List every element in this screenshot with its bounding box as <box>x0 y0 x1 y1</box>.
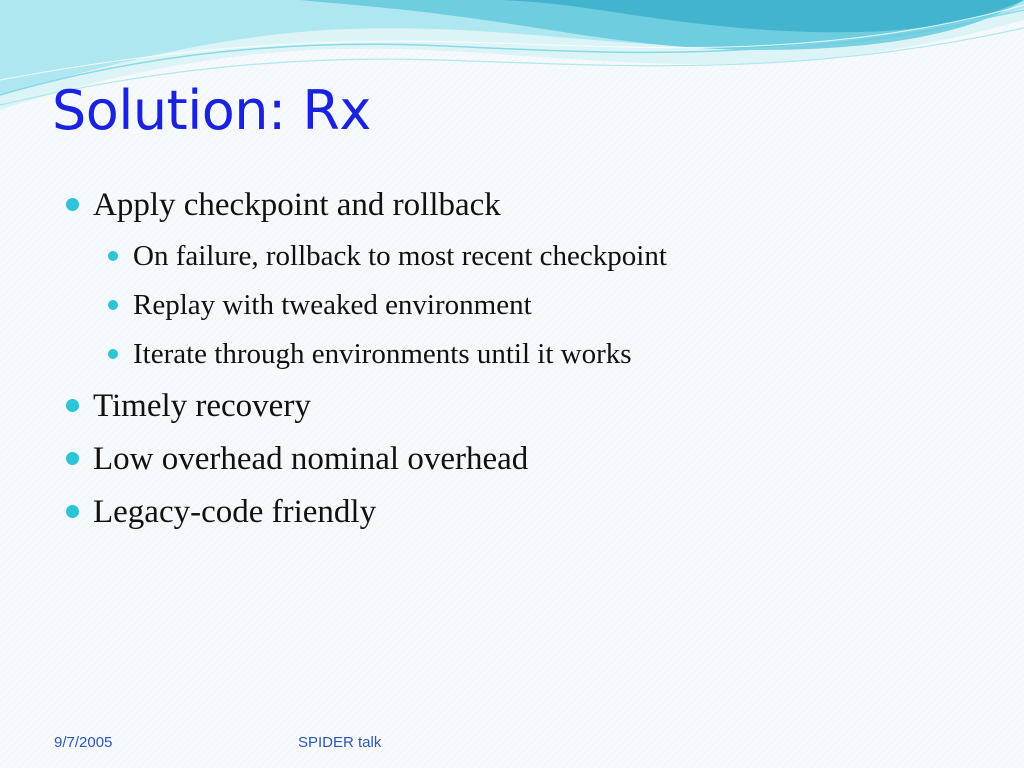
slide-title: Solution: Rx <box>52 79 371 142</box>
bullet-item <box>66 441 528 478</box>
bullet-item <box>66 494 376 531</box>
bullet-item <box>66 388 311 425</box>
sub-bullet-item <box>108 240 667 273</box>
bullet-dot-icon <box>66 452 79 465</box>
sub-bullet-item <box>108 338 632 371</box>
bullet-text: Apply checkpoint and rollback <box>93 187 501 223</box>
bullet-dot-icon <box>66 198 79 211</box>
bullet-dot-icon <box>66 399 79 412</box>
bullet-text: Timely recovery <box>93 388 311 424</box>
footer-date: 9/7/2005 <box>54 734 113 751</box>
bullet-dot-icon <box>108 251 118 261</box>
bullet-text: On failure, rollback to most recent checkpoint <box>133 240 667 272</box>
bullet-text: Iterate through environments until it works <box>133 338 632 370</box>
sub-bullet-item <box>108 289 532 322</box>
bullet-text: Replay with tweaked environment <box>133 289 532 321</box>
bullet-dot-icon <box>108 349 118 359</box>
bullet-text: Low overhead nominal overhead <box>93 441 529 477</box>
bullet-item <box>66 187 501 224</box>
footer-event: SPIDER talk <box>298 734 382 751</box>
bullet-text: Legacy-code friendly <box>93 494 377 530</box>
bullet-dot-icon <box>66 505 79 518</box>
bullet-dot-icon <box>108 300 118 310</box>
